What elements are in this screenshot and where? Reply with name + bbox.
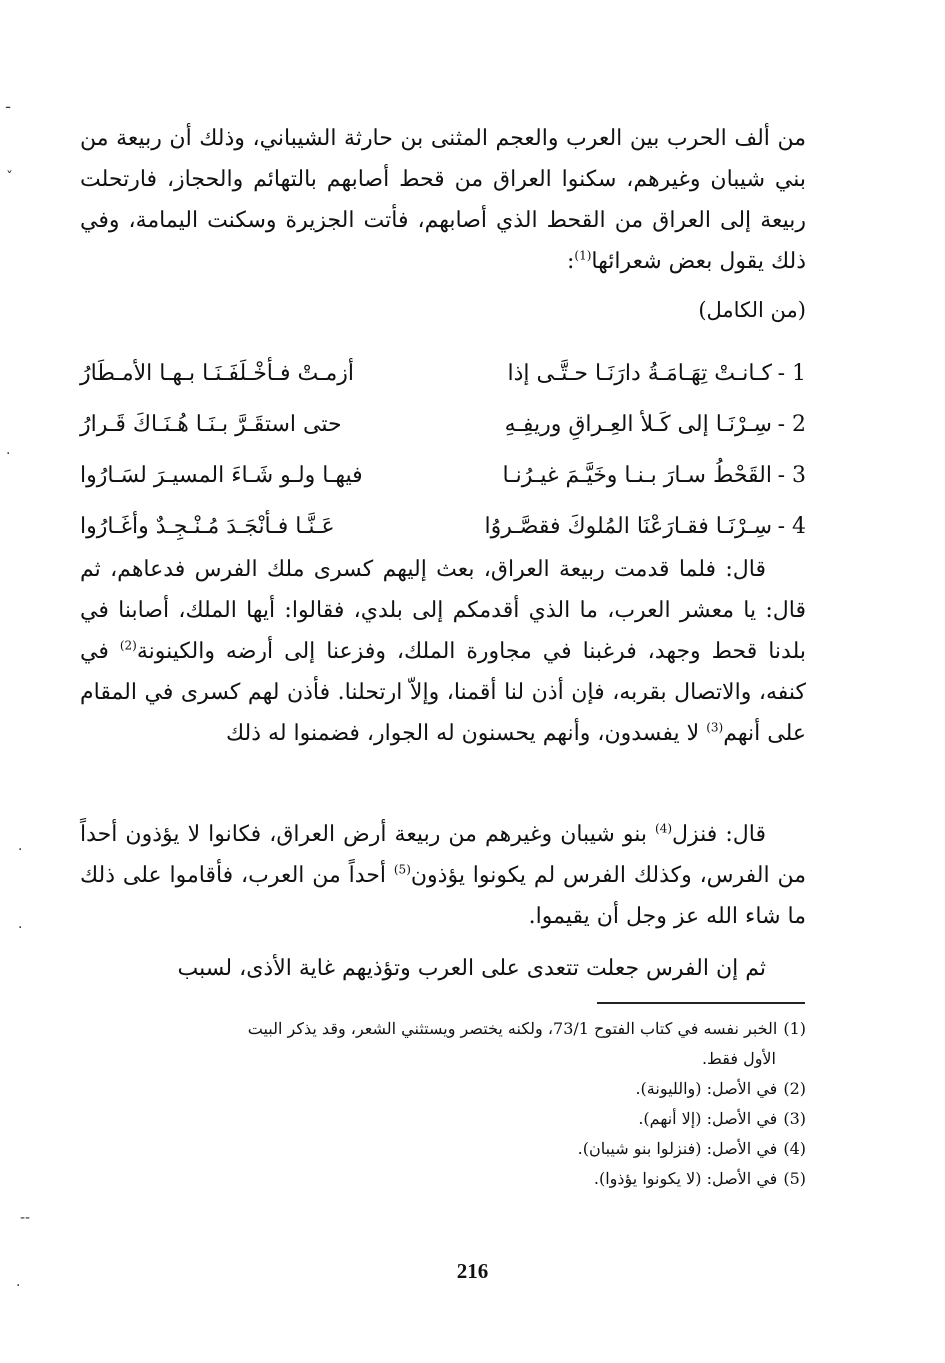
margin-mark: · [18, 842, 23, 858]
paragraph-settlement [80, 814, 806, 937]
footnote-ref-4: (4) [655, 821, 673, 836]
margin-mark: ـ [6, 96, 11, 112]
verse-second-hemistich: فيهـا ولـو شَـاءَ المسيـرَ لسَـارُوا [80, 463, 363, 488]
paragraph-continuation: ثم إن الفرس جعلت تتعدى على العرب وتؤذيهم غاية الأذى، لسبب [177, 956, 766, 981]
footnote-ref-1: (1) [574, 248, 592, 263]
footnote-text: في الأصل: (إلا أنهم). [638, 1109, 778, 1128]
paragraph-intro-text: من ألف الحرب بين العرب والعجم المثنى بن حارثة الشيباني، وذلك أن ربيعة من بني شيبان وغيرهم، سكنوا العراق من قحط أصابهم بالتهائم والحجاز، فارتحلت ربيعة إلى العراق من القحط الذي أصابهم، فأتت الجزيرة وسكنت اليمامة، وفي ذلك يقول بعض شعرائها [80, 126, 806, 274]
footnote-number: (2) [783, 1079, 806, 1098]
verse-number: 4 - [777, 514, 806, 539]
verse-second-hemistich: عَـنَّـا فـأنْجَـدَ مُـنْـجِـدٌ وأغَـارُوا [80, 514, 335, 539]
paragraph-text: قال: فلما قدمت ربيعة العراق، بعث إليهم كسرى ملك الفرس فدعاهم، ثم قال: يا معشر العرب، ما الذي أقدمكم إلى بلدي، فقالوا: أيها الملك، أصابنا في بلدنا قحط وجهد، فرغبنا في مجاورة الملك، وفزعنا إلى أرضه والكينونة [80, 557, 807, 664]
footnote-item [80, 1014, 806, 1044]
margin-mark: · [16, 1278, 21, 1294]
verse-number: 3 - [777, 463, 806, 488]
verse-first-hemistich: سِـرْنَـا إلى كَـلأ العِـراقِ وريفِـهِ [504, 412, 772, 437]
footnote-number: (5) [783, 1169, 806, 1188]
paragraph-intro [80, 118, 806, 282]
footnote-number: (3) [783, 1109, 806, 1128]
poem-meter: (من الكامل) [698, 298, 806, 322]
paragraph-text: قال: فنزل [672, 822, 767, 847]
footnote-continuation: الأول فقط. [701, 1049, 776, 1068]
footnote-text: الخبر نفسه في كتاب الفتوح 73/1، ولكنه يختصر ويستثني الشعر، وقد يذكر البيت [247, 1019, 778, 1038]
paragraph-kisra [80, 549, 806, 754]
paragraph-intro-colon: : [566, 249, 575, 274]
footnote-item [80, 1104, 806, 1134]
paragraph-text: في كنفه، والاتصال بقربه، فإن أذن لنا أقمنا، وإلاّ ارتحلنا. فأذن لهم كسرى في المقام على أنهم [80, 639, 806, 746]
footnote-ref-5: (5) [393, 862, 411, 877]
paragraph-text: لا يفسدون، وأنهم يحسنون له الجوار، فضمنوا له ذلك [225, 721, 707, 746]
margin-mark: · [18, 920, 23, 936]
footnote-item [80, 1074, 806, 1104]
footnote-ref-3: (3) [706, 720, 724, 735]
verse-first-hemistich: سِـرْنَـا فقـارَعْنَا المُلوكَ فقصَّـروُا [484, 514, 772, 539]
footnotes [80, 1014, 806, 1194]
footnote-item [80, 1134, 806, 1164]
margin-mark: -- [20, 1210, 31, 1226]
page-number: 216 [456, 1259, 489, 1283]
footnote-ref-2: (2) [119, 638, 137, 653]
verse-number: 2 - [777, 412, 806, 437]
verse-second-hemistich: أزمـتْ فـأخْـلَفَـنَـا بـهـا الأمـطَارُ [80, 361, 355, 386]
poem-verse [80, 348, 806, 399]
paragraph-text: بنو شيبان وغيرهم من ربيعة أرض العراق، فكانوا لا يؤذون أحداً من الفرس، وكذلك الفرس لم يكونوا يؤذون [80, 822, 806, 888]
poem-verse [80, 399, 806, 450]
poem-verse [80, 450, 806, 501]
footnote-item [80, 1164, 806, 1194]
poem-verse [80, 501, 806, 552]
footnote-divider [597, 1002, 805, 1004]
margin-mark: ˇ [6, 170, 13, 186]
footnote-text: في الأصل: (والليونة). [635, 1079, 778, 1098]
verse-first-hemistich: القَحْطُ سـارَ بـنـا وخَيَّـمَ غيـرُنـا [502, 463, 772, 488]
footnote-text: في الأصل: (لا يكونوا يؤذوا). [593, 1169, 778, 1188]
footnote-number: (1) [783, 1019, 806, 1038]
footnote-text: في الأصل: (فنزلوا بنو شيبان). [577, 1139, 778, 1158]
footnote-number: (4) [783, 1139, 806, 1158]
verse-number: 1 - [777, 361, 806, 386]
margin-mark: · [6, 446, 11, 462]
verse-second-hemistich: حتى استقَـرَّ بـنَـا هُـنَـاكَ قَـرارُ [80, 412, 342, 437]
verse-first-hemistich: كـانـتْ تِهَـامَـةُ دارَنَـا حـتَّـى إذا [507, 361, 772, 386]
poem [80, 348, 806, 552]
paragraph-text: أحداً من العرب، فأقاموا على ذلك ما شاء الله عز وجل أن يقيموا. [80, 863, 806, 929]
